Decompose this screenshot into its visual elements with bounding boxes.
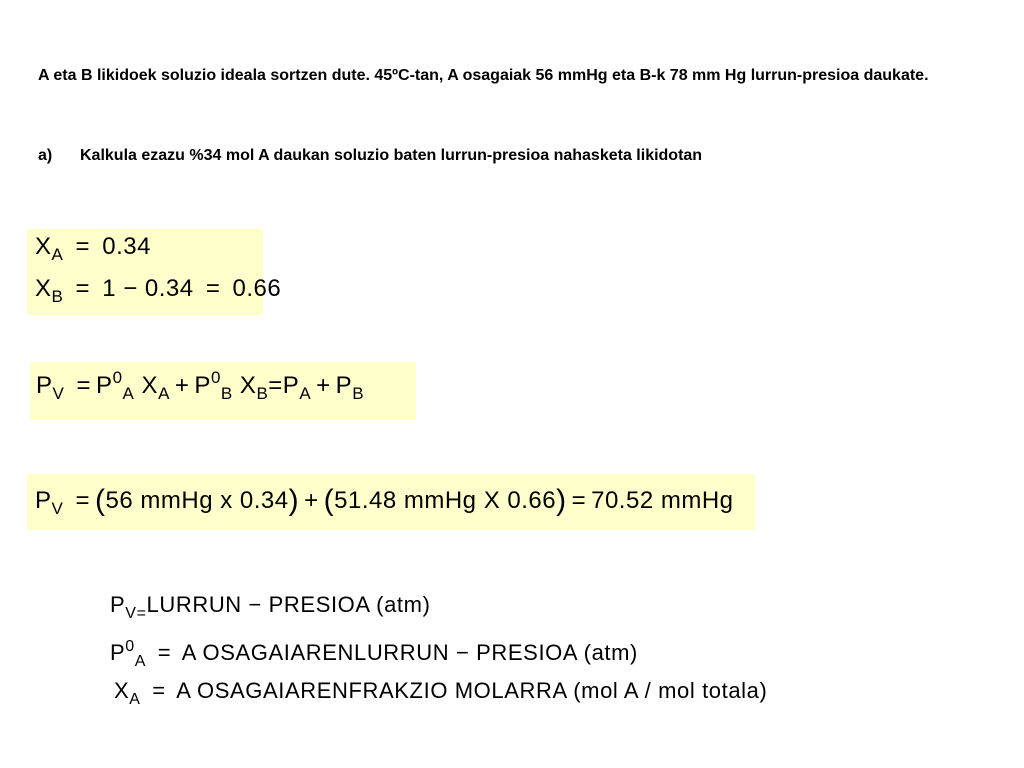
problem-statement: A eta B likidoek soluzio ideala sortzen dute. 45ºC-tan, A osagaiak 56 mmHg eta B-k 78 mm Hg lurrun-presioa daukate. xyxy=(38,67,929,84)
result-value: 70.52 mmHg xyxy=(591,487,734,514)
question-label: a) xyxy=(38,147,53,164)
d2-superscript: 0 xyxy=(125,638,135,655)
d2-equals: = xyxy=(157,640,172,665)
xa-value: 0.34 xyxy=(102,233,151,260)
open-paren: ( xyxy=(95,484,106,517)
p0b-symbol: P xyxy=(194,372,211,399)
p0a-symbol: P xyxy=(96,372,113,399)
term-a: 56 mmHg x 0.34 xyxy=(105,487,289,514)
question-a xyxy=(38,144,702,168)
d2-text: A OSAGAIARENLURRUN − PRESIOA (atm) xyxy=(181,640,638,665)
d1-text: LURRUN − PRESIOA (atm) xyxy=(146,592,431,617)
d2-symbol: P xyxy=(110,640,126,665)
p0b-superscript: 0 xyxy=(210,368,221,387)
xa-symbol: X xyxy=(141,372,159,399)
pa-symbol: P xyxy=(282,372,300,399)
close-paren: ) xyxy=(556,484,567,517)
equals-sign: = xyxy=(75,487,91,514)
equals-sign: = xyxy=(268,372,283,399)
d2-subscript: A xyxy=(134,653,147,670)
p0a-subscript: A xyxy=(122,384,135,403)
equals-sign: = xyxy=(76,372,92,399)
xa-symbol: X xyxy=(35,233,52,260)
question-text: Kalkula ezazu %34 mol A daukan soluzio baten lurrun-presioa nahasketa likidotan xyxy=(80,147,703,164)
d3-symbol: X xyxy=(114,678,130,703)
d1-symbol: P xyxy=(110,592,126,617)
equals-sign: = xyxy=(205,275,221,302)
raoult-law-box xyxy=(30,362,416,420)
equals-sign: = xyxy=(75,275,91,302)
plus-sign: + xyxy=(304,487,319,514)
plus-sign: + xyxy=(316,372,331,399)
d3-text: A OSAGAIARENFRAKZIO MOLARRA (mol A / mol totala) xyxy=(176,678,768,703)
xa-equation xyxy=(35,233,151,264)
term-b: 51.48 mmHg X 0.66 xyxy=(334,487,557,514)
pb-symbol: P xyxy=(335,372,353,399)
pv-symbol: P xyxy=(36,372,53,399)
d1-equals: = xyxy=(136,605,147,622)
mole-fraction-box xyxy=(27,229,282,315)
d1-subscript: V xyxy=(125,605,137,622)
xb-expression: 1 − 0.34 xyxy=(102,275,194,302)
calculation-box xyxy=(27,474,755,530)
calculation-equation xyxy=(35,482,734,516)
equals-sign: = xyxy=(571,487,587,514)
xb-subscript: B xyxy=(256,384,269,403)
xa-subscript: A xyxy=(51,245,64,264)
xa-subscript: A xyxy=(158,384,170,403)
equals-sign: = xyxy=(75,233,91,260)
pv-symbol: P xyxy=(35,487,52,514)
d3-subscript: A xyxy=(129,691,141,708)
plus-sign: + xyxy=(174,372,190,399)
xb-value: 0.66 xyxy=(232,275,282,302)
close-paren: ) xyxy=(288,484,300,517)
pa-subscript: A xyxy=(299,384,312,403)
xb-subscript: B xyxy=(51,287,64,306)
raoult-equation xyxy=(36,368,365,403)
p0a-superscript: 0 xyxy=(112,368,123,387)
pb-subscript: B xyxy=(352,384,365,403)
definition-p0a xyxy=(110,638,638,670)
xb-symbol: X xyxy=(239,372,257,399)
definition-pv xyxy=(110,592,431,622)
d3-equals: = xyxy=(152,678,166,703)
definition-xa xyxy=(114,678,768,708)
p0b-subscript: B xyxy=(220,384,233,403)
pv-subscript: V xyxy=(52,384,65,403)
xb-symbol: X xyxy=(35,275,52,302)
pv-subscript: V xyxy=(51,499,64,518)
xb-equation xyxy=(35,275,282,306)
open-paren: ( xyxy=(323,484,335,517)
